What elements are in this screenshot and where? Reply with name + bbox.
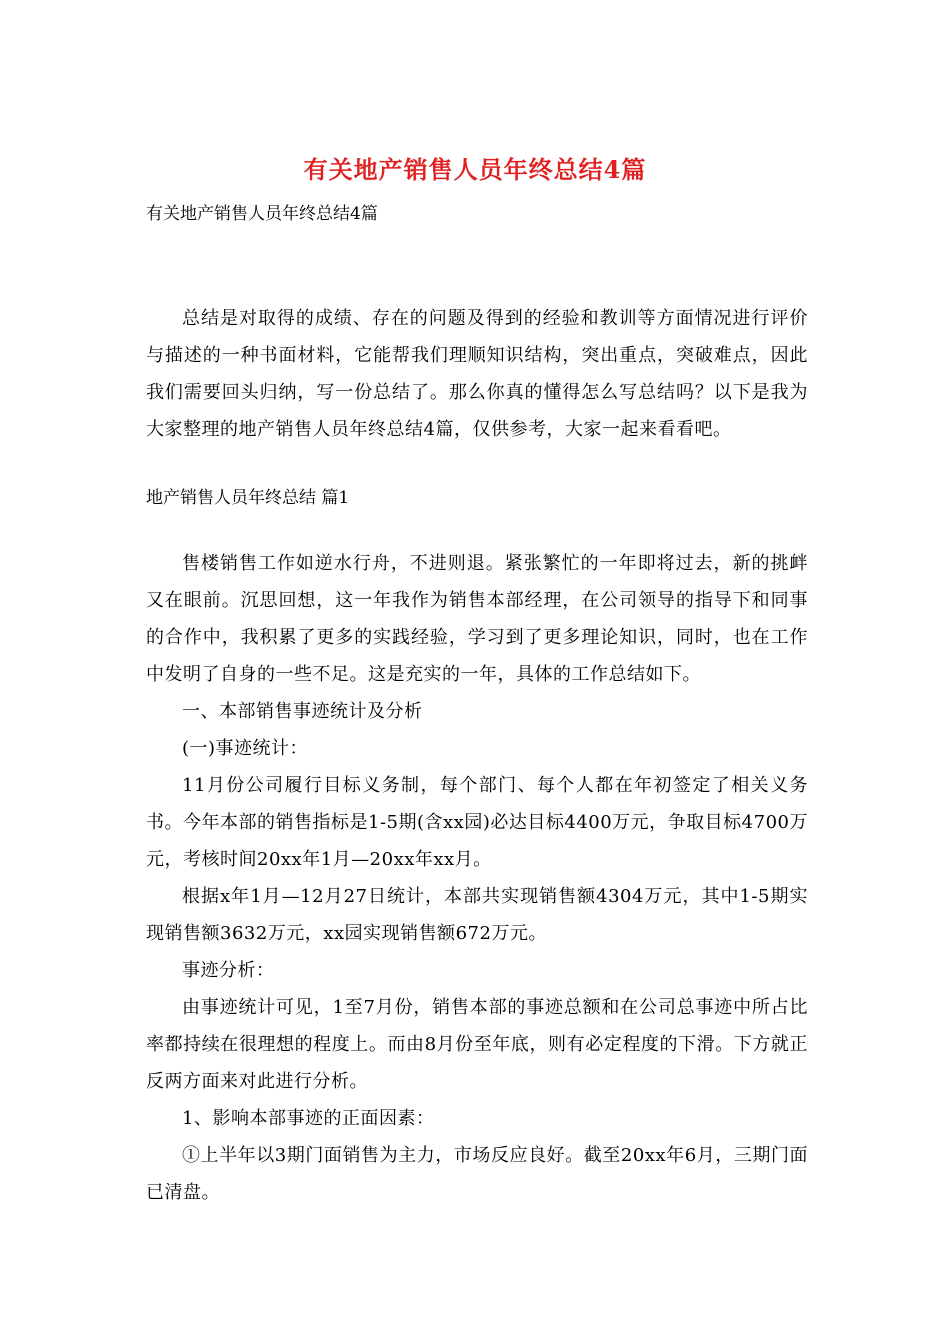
paragraph: 根据x年1月—12月27日统计，本部共实现销售额4304万元，其中1-5期实现销售额3632万元，xx园实现销售额672万元。: [146, 886, 808, 944]
section-heading: 地产销售人员年终总结 篇1: [146, 488, 350, 508]
paragraph: 1、影响本部事迹的正面因素：: [182, 1108, 435, 1129]
paragraph: (一)事迹统计：: [182, 738, 309, 759]
paragraph: 事迹分析：: [182, 960, 275, 981]
paragraph: 售楼销售工作如逆水行舟，不进则退。紧张繁忙的一年即将过去，新的挑衅又在眼前。沉思回想，这一年我作为销售本部经理，在公司领导的指导下和同事的合作中，我积累了更多的实践经验，学习到了更多理论知识，同时，也在工作中发明了自身的一些不足。这是充实的一年，具体的工作总结如下。: [146, 553, 808, 685]
intro-section: [146, 300, 808, 448]
section-body: [146, 545, 808, 1211]
document-title: 有关地产销售人员年终总结4篇: [303, 155, 647, 184]
paragraph: 一、本部销售事迹统计及分析: [182, 701, 423, 722]
document-subtitle: 有关地产销售人员年终总结4篇: [146, 204, 378, 224]
intro-paragraph: 总结是对取得的成绩、存在的问题及得到的经验和教训等方面情况进行评价与描述的一种书面材料，它能帮我们理顺知识结构，突出重点，突破难点，因此我们需要回头归纳，写一份总结了。那么你真的懂得怎么写总结吗？以下是我为大家整理的地产销售人员年终总结4篇，仅供参考，大家一起来看看吧。: [146, 308, 808, 440]
paragraph: 由事迹统计可见，1至7月份，销售本部的事迹总额和在公司总事迹中所占比率都持续在很理想的程度上。而由8月份至年底，则有必定程度的下滑。下方就正反两方面来对此进行分析。: [146, 997, 808, 1092]
paragraph: 11月份公司履行目标义务制，每个部门、每个人都在年初签定了相关义务书。今年本部的销售指标是1-5期(含xx园)必达目标4400万元，争取目标4700万元，考核时间20xx年1月—20xx年xx月。: [146, 775, 808, 870]
paragraph: ①上半年以3期门面销售为主力，市场反应良好。截至20xx年6月，三期门面已清盘。: [146, 1145, 808, 1203]
